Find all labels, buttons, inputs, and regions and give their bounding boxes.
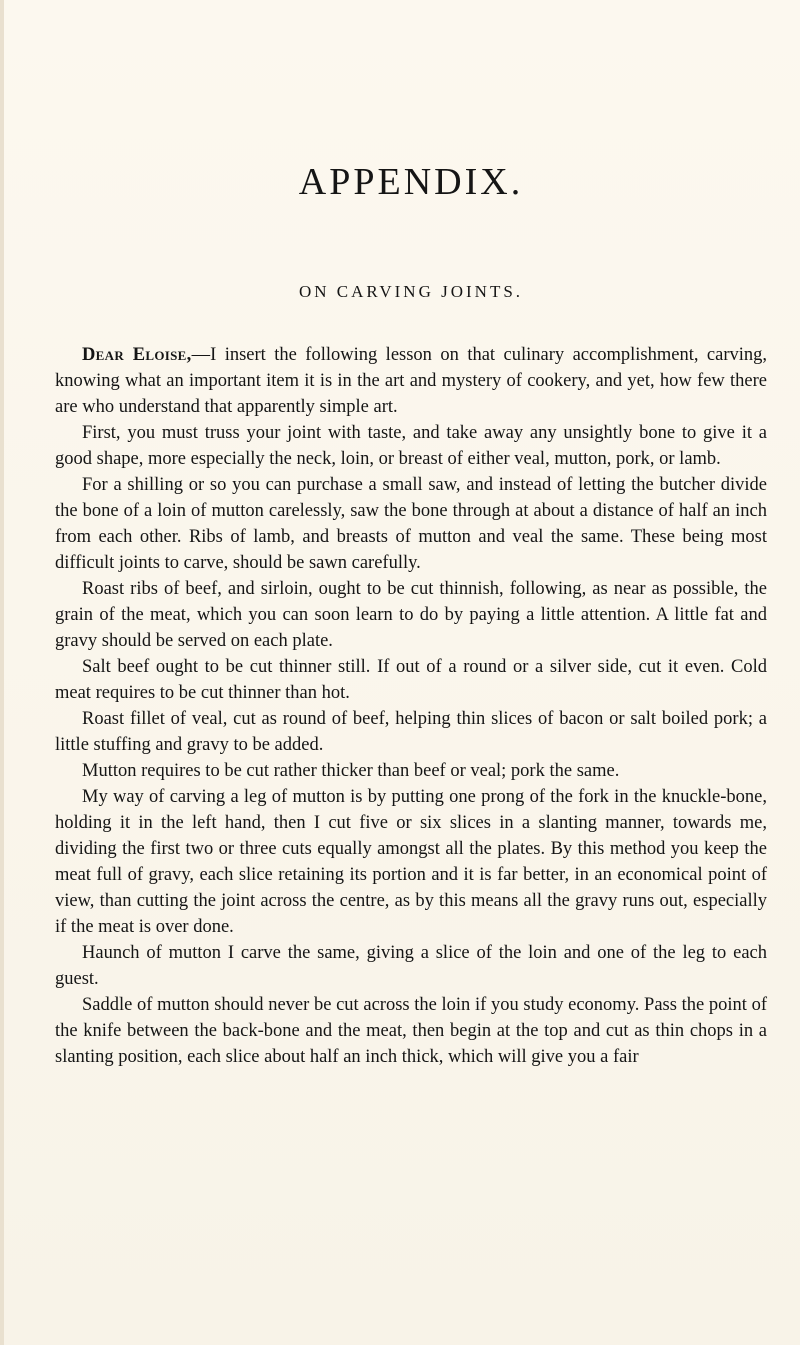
article-body [55, 342, 767, 1070]
paragraph: Roast ribs of beef, and sirloin, ought to be cut thinnish, following, as near as possible, the grain of the meat, which you can soon learn to do by paying a little attention. A little fat and gravy should be served on each plate. [55, 579, 767, 651]
paragraph: Haunch of mutton I carve the same, giving a slice of the loin and one of the leg to each guest. [55, 943, 767, 989]
page-edge [0, 0, 4, 1345]
salutation: Dear Eloise, [82, 345, 192, 365]
paragraph: For a shilling or so you can purchase a small saw, and instead of letting the butcher divide the bone of a loin of mutton carelessly, saw the bone through at about a distance of half an inch from each other. Ribs of lamb, and breasts of mutton and veal the same. These being most difficult joints to carve, should be sawn carefully. [55, 475, 767, 573]
paragraph: Roast fillet of veal, cut as round of beef, helping thin slices of bacon or salt boiled pork; a little stuffing and gravy to be added. [55, 709, 767, 755]
paragraph: My way of carving a leg of mutton is by putting one prong of the fork in the knuckle-bone, holding it in the left hand, then I cut five or six slices in a slanting manner, towards me, dividing the first two or three cuts equally amongst all the plates. By this method you keep the meat full of gravy, each slice retaining its portion and it is far better, in an economical point of view, than cutting the joint across the centre, as by this means all the gravy runs out, especially if the meat is over done. [55, 787, 767, 937]
paragraph: Salt beef ought to be cut thinner still. If out of a round or a silver side, cut it even. Cold meat requires to be cut thinner than hot. [55, 657, 767, 703]
paragraph: First, you must truss your joint with taste, and take away any unsightly bone to give it a good shape, more especially the neck, loin, or breast of either veal, mutton, pork, or lamb. [55, 423, 767, 469]
paragraph: Mutton requires to be cut rather thicker than beef or veal; pork the same. [82, 761, 620, 781]
page-heading: APPENDIX. [298, 161, 524, 203]
paragraph-intro [55, 342, 767, 420]
section-title: ON CARVING JOINTS. [298, 282, 524, 301]
paragraph-text: —I insert the following lesson on that culinary accomplishment, carving, knowing what an important item it is in the art and mystery of cookery, and yet, how few there are who understand that apparently simple art. [55, 345, 768, 417]
paragraph: Saddle of mutton should never be cut across the loin if you study economy. Pass the point of the knife between the back-bone and the meat, then begin at the top and cut as thin chops in a slanting position, each slice about half an inch thick, which will give you a fair [55, 995, 767, 1067]
